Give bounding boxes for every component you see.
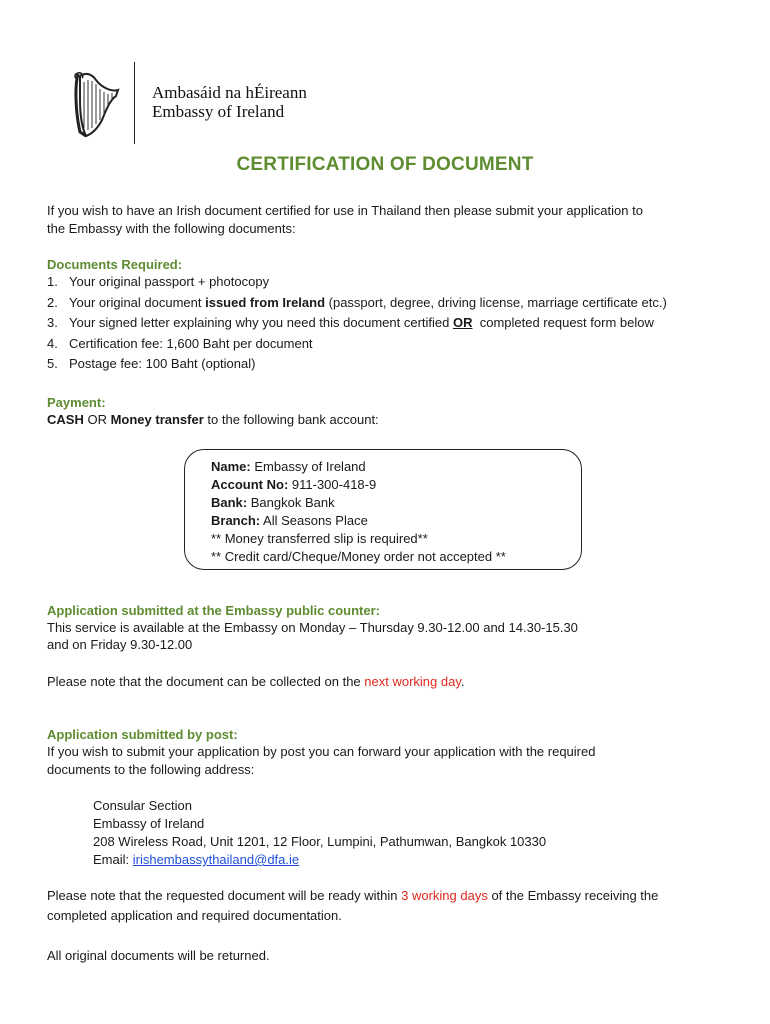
- list-item: [47, 294, 667, 312]
- bank-name-label: Name:: [211, 459, 251, 474]
- list-number: 3.: [47, 315, 58, 330]
- harp-logo-icon: [72, 70, 124, 138]
- counter-heading: Application submitted at the Embassy public counter:: [47, 603, 380, 618]
- bank-name-line: [211, 458, 366, 476]
- page-title: CERTIFICATION OF DOCUMENT: [236, 154, 534, 175]
- bank-account-label: Account No:: [211, 477, 289, 492]
- email-link[interactable]: irishembassythailand@dfa.ie: [132, 852, 300, 867]
- list-number: 2.: [47, 295, 58, 310]
- post-line-2: documents to the following address:: [47, 762, 255, 777]
- bank-account-line: [211, 476, 376, 494]
- ready-note: [47, 887, 658, 905]
- intro-line-1: If you wish to have an Irish document certified for use in Thailand then please submit your application to: [47, 203, 643, 218]
- bank-branch-value: All Seasons Place: [260, 513, 368, 528]
- post-line-1: If you wish to submit your application by post you can forward your application with the required: [47, 744, 596, 759]
- payment-money-transfer: Money transfer: [110, 412, 204, 427]
- bank-note-not-accepted: ** Credit card/Cheque/Money order not accepted **: [211, 549, 506, 564]
- org-name-english: Embassy of Ireland: [152, 102, 285, 121]
- list-number: 5.: [47, 356, 58, 371]
- bank-bank-line: [211, 494, 335, 512]
- list-text: Postage fee: 100 Baht (optional): [69, 356, 256, 371]
- logo-divider: [134, 62, 135, 144]
- list-item: [47, 273, 269, 291]
- address-email-line: [93, 851, 299, 869]
- returned-note: All original documents will be returned.: [47, 948, 270, 963]
- address-line-2: Embassy of Ireland: [93, 816, 205, 831]
- bank-note-slip: ** Money transferred slip is required**: [211, 531, 428, 546]
- list-item: [47, 335, 313, 353]
- address-line-1: Consular Section: [93, 798, 192, 813]
- list-text: Your signed letter explaining why you need this document certified: [69, 315, 453, 330]
- ready-note-text: Please note that the requested document will be ready within: [47, 888, 402, 903]
- ready-note-end: of the Embassy receiving the: [487, 888, 659, 903]
- counter-note: [47, 673, 465, 691]
- list-text: Certification fee: 1,600 Baht per document: [69, 336, 313, 351]
- payment-heading: Payment:: [47, 395, 106, 410]
- counter-note-highlight: next working day: [364, 674, 461, 689]
- address-line-3: 208 Wireless Road, Unit 1201, 12 Floor, Lumpini, Pathumwan, Bangkok 10330: [93, 834, 547, 849]
- list-number: 1.: [47, 274, 58, 289]
- payment-text: [47, 411, 379, 429]
- list-text: Your original passport + photocopy: [69, 274, 270, 289]
- ready-note-line-2: completed application and required documentation.: [47, 908, 342, 923]
- list-item: [47, 355, 255, 373]
- bank-account-value: 911-300-418-9: [288, 477, 377, 492]
- payment-or: OR: [83, 412, 111, 427]
- list-text-bold: issued from Ireland: [205, 295, 326, 310]
- list-text: Your original document: [69, 295, 206, 310]
- org-name-irish: Ambasáid na hÉireann: [152, 83, 307, 102]
- bank-branch-label: Branch:: [211, 513, 261, 528]
- intro-line-2: the Embassy with the following documents:: [47, 221, 296, 236]
- bank-bank-label: Bank:: [211, 495, 248, 510]
- counter-note-end: .: [460, 674, 465, 689]
- list-text-bold: OR: [452, 315, 473, 330]
- list-number: 4.: [47, 336, 58, 351]
- bank-bank-value: Bangkok Bank: [247, 495, 335, 510]
- counter-line-1: This service is available at the Embassy on Monday – Thursday 9.30-12.00 and 14.30-15.30: [47, 620, 578, 635]
- ready-note-highlight: 3 working days: [401, 888, 488, 903]
- counter-line-2: and on Friday 9.30-12.00: [47, 637, 193, 652]
- counter-note-text: Please note that the document can be collected on the: [47, 674, 365, 689]
- list-text: completed request form below: [472, 315, 654, 330]
- payment-cash: CASH: [47, 412, 84, 427]
- post-heading: Application submitted by post:: [47, 727, 238, 742]
- documents-heading: Documents Required:: [47, 257, 183, 272]
- email-label: Email:: [93, 852, 133, 867]
- list-text: (passport, degree, driving license, marriage certificate etc.): [325, 295, 667, 310]
- payment-rest: to the following bank account:: [203, 412, 379, 427]
- bank-name-value: Embassy of Ireland: [250, 459, 366, 474]
- bank-branch-line: [211, 512, 368, 530]
- list-item: [47, 314, 654, 332]
